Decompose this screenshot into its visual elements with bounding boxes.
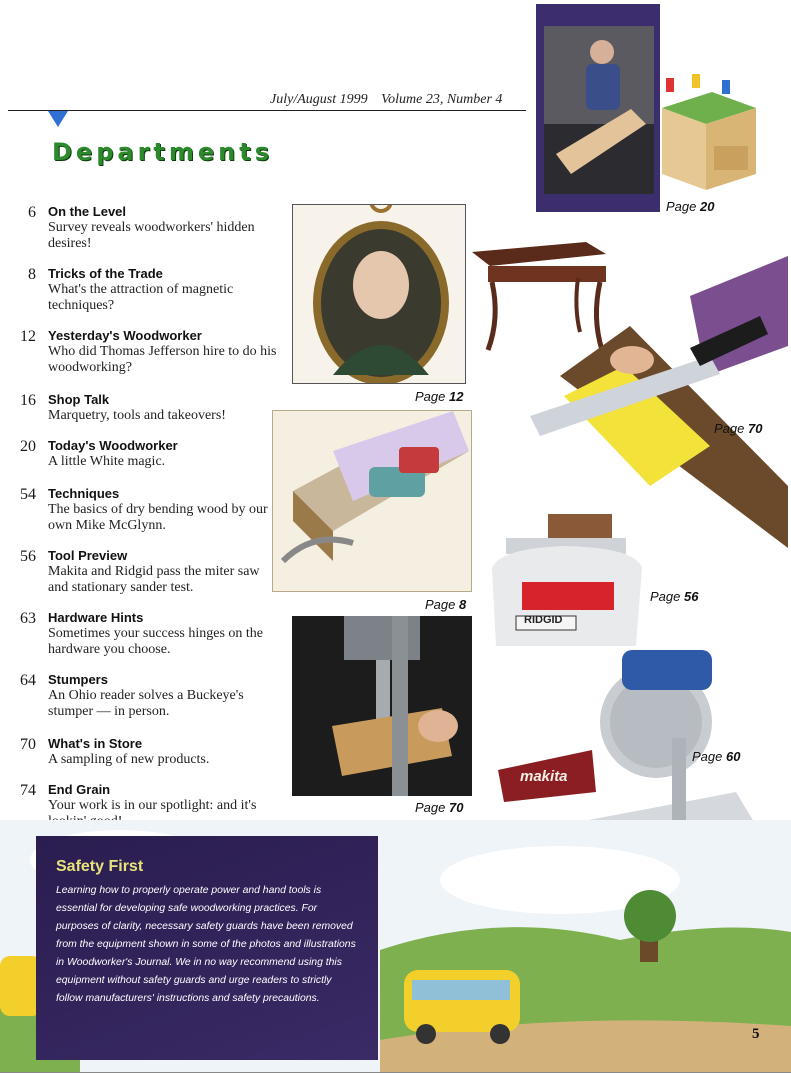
woodworker-photo [536, 4, 660, 212]
safety-body: Learning how to properly operate power and hand tools is essential for developing safe woodworking practices. For purposes of clarity, necessary safety guards have been removed from the equipment shown in some of the photos and illustrations in Woodworker's Journal. We in no way recommend using this equipment without safety guards and urge readers to strictly follow manufacturers' instructions and safety precautions. [56, 885, 356, 1004]
toc-description: Marquetry, tools and takeovers! [48, 408, 226, 423]
toc-page-number: 56 [20, 548, 36, 565]
toc-title: On the Level [48, 204, 127, 219]
safety-box [36, 836, 378, 1060]
toc-title: Yesterday's Woodworker [48, 328, 202, 343]
toc-description: A sampling of new products. [48, 752, 210, 767]
toc-description: The basics of dry bending wood by our own Mike McGlynn. [48, 502, 268, 533]
toc-title: Techniques [48, 486, 120, 501]
caption-page-70-top: Page 70 [714, 421, 763, 436]
ridgid-label: RIDGID [524, 614, 563, 626]
toc-page-number: 20 [20, 438, 36, 455]
toc-page-number: 63 [20, 610, 36, 627]
toc-page-number: 12 [20, 328, 36, 345]
triangle-marker-icon [48, 111, 68, 127]
caption-page-12: Page 12 [415, 389, 464, 404]
issue-line [270, 92, 502, 108]
toc-title: Today's Woodworker [48, 438, 178, 453]
toc-description: Your work is in our spotlight: and it's [48, 798, 257, 813]
section-title: Departments [52, 138, 274, 166]
toc-page-number: 54 [20, 486, 36, 503]
toc-title: Hardware Hints [48, 610, 144, 625]
page-number: 5 [752, 1026, 760, 1042]
makita-label: makita [520, 768, 568, 785]
toc-title: What's in Store [48, 736, 143, 751]
ridgid-sander-photo [486, 508, 648, 650]
safety-title: Safety First [56, 858, 144, 875]
toc-page-number: 64 [20, 672, 36, 689]
drill-press-photo [292, 616, 472, 796]
toc-description: A little White magic. [48, 454, 166, 469]
caption-page-20: Page 20 [666, 199, 715, 214]
toc-title: Shop Talk [48, 392, 110, 407]
toc-title: Stumpers [48, 672, 108, 687]
header-rule [8, 110, 526, 111]
toc-description: Who did Thomas Jefferson hire to do his woodworking? [48, 344, 277, 375]
portrait-photo [292, 204, 466, 384]
issue-volume: Volume 23, Number 4 [381, 92, 503, 107]
toc-description: Makita and Ridgid pass the miter saw and stationary sander test. [48, 564, 260, 595]
toc-page-number: 70 [20, 736, 36, 753]
issue-date: July/August 1999 [270, 92, 368, 107]
toc-page-number: 16 [20, 392, 36, 409]
toc-description: Sometimes your success hinges on the hardware you choose. [48, 626, 264, 657]
router-illustration [272, 410, 472, 592]
toc-title: End Grain [48, 782, 111, 797]
toc-title: Tricks of the Trade [48, 266, 163, 281]
toc-page-number: 6 [28, 204, 36, 221]
toc-title: Tool Preview [48, 548, 128, 563]
toy-chest-photo [652, 70, 758, 194]
toc-page-number: 8 [28, 266, 36, 283]
toc-description: Survey reveals woodworkers' hidden desires! [48, 220, 255, 251]
miter-box-photo [520, 256, 788, 548]
toc-description: An Ohio reader solves a Buckeye's stumper — in person. [48, 688, 244, 719]
caption-page-56: Page 56 [650, 589, 699, 604]
toc-page-number: 74 [20, 782, 36, 799]
caption-page-8: Page 8 [425, 597, 467, 612]
toc-description: What's the attraction of magnetic techniques? [48, 282, 234, 313]
caption-page-60: Page 60 [692, 749, 741, 764]
caption-page-70-bottom: Page 70 [415, 800, 464, 815]
